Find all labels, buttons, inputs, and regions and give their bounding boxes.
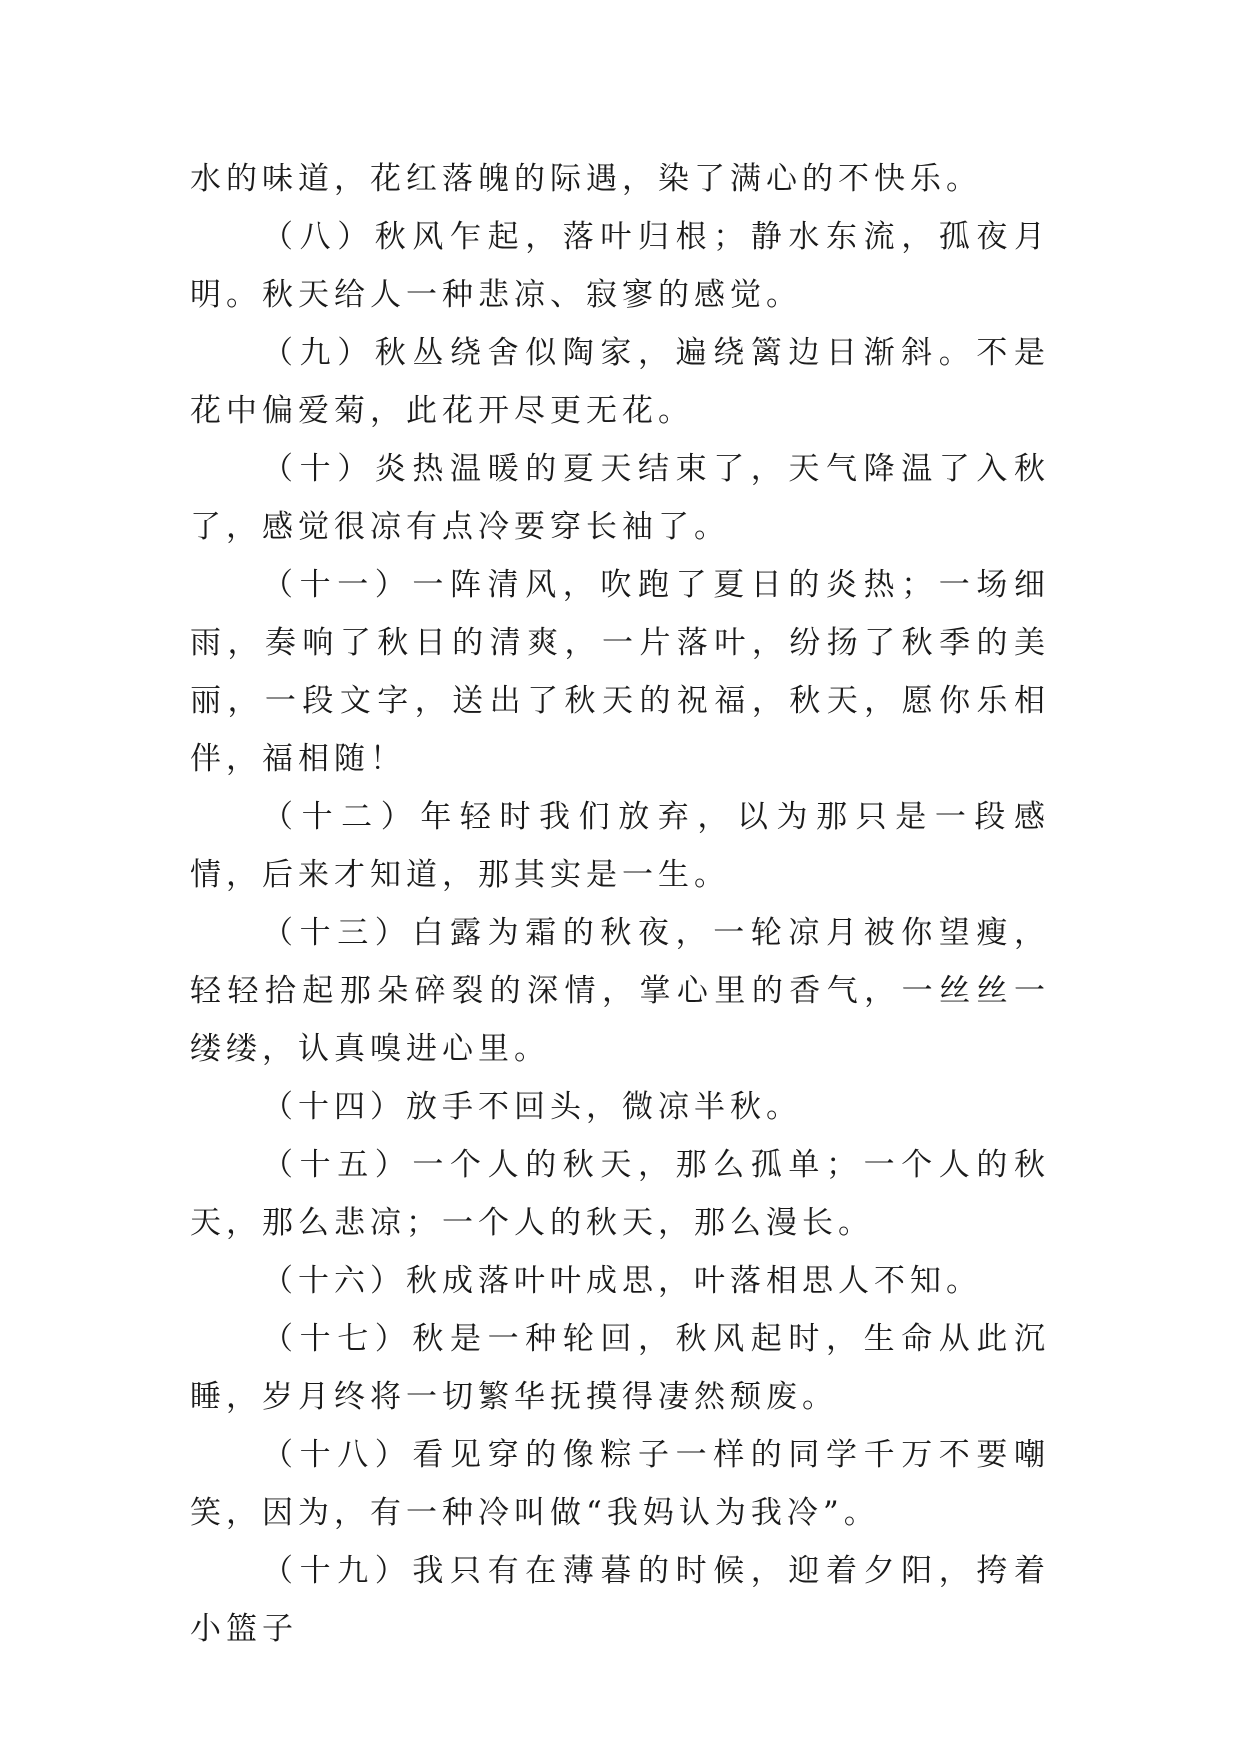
paragraph-11: （十一）一阵清风，吹跑了夏日的炎热；一场细雨，奏响了秋日的清爽，一片落叶，纷扬了秋季的美丽，一段文字，送出了秋天的祝福，秋天，愿你乐相伴，福相随！ (190, 567, 1050, 777)
paragraph-18: （十八）看见穿的像粽子一样的同学千万不要嘲笑，因为，有一种冷叫做“我妈认为我冷”。 (190, 1437, 1050, 1531)
paragraph-16: （十六）秋成落叶叶成思，叶落相思人不知。 (262, 1263, 982, 1299)
paragraph-17: （十七）秋是一种轮回，秋风起时，生命从此沉睡，岁月终将一切繁华抚摸得凄然颓废。 (190, 1321, 1050, 1415)
paragraph-9: （九）秋丛绕舍似陶家，遍绕篱边日渐斜。不是花中偏爱菊，此花开尽更无花。 (190, 335, 1050, 429)
paragraph-19: （十九）我只有在薄暮的时候，迎着夕阳，挎着小篮子 (190, 1553, 1050, 1647)
body-text (190, 150, 1050, 1658)
paragraph-15: （十五）一个人的秋天，那么孤单；一个人的秋天，那么悲凉；一个人的秋天，那么漫长。 (190, 1147, 1050, 1241)
paragraph-12: （十二）年轻时我们放弃，以为那只是一段感情，后来才知道，那其实是一生。 (190, 799, 1050, 893)
paragraph-13: （十三）白露为霜的秋夜，一轮凉月被你望瘦，轻轻拾起那朵碎裂的深情，掌心里的香气，一丝丝一缕缕，认真嗅进心里。 (190, 915, 1050, 1067)
paragraph-8: （八）秋风乍起，落叶归根；静水东流，孤夜月明。秋天给人一种悲凉、寂寥的感觉。 (190, 219, 1050, 313)
paragraph-0: 水的味道，花红落魄的际遇，染了满心的不快乐。 (190, 161, 982, 197)
paragraph-14: （十四）放手不回头，微凉半秋。 (262, 1089, 802, 1125)
paragraph-10: （十）炎热温暖的夏天结束了，天气降温了入秋了，感觉很凉有点冷要穿长袖了。 (190, 451, 1050, 545)
